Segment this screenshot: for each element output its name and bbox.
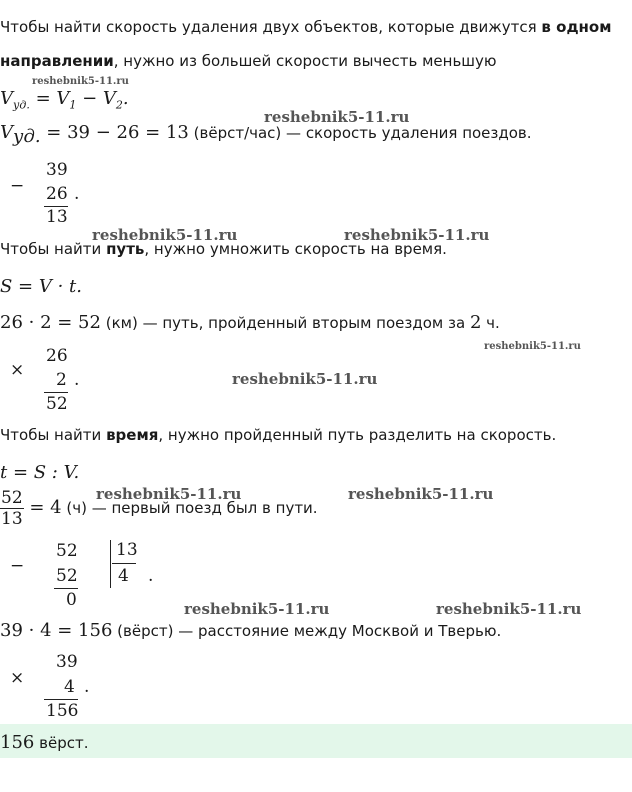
period: . <box>74 370 80 390</box>
operator: × <box>10 668 25 688</box>
minuend: 39 <box>46 160 68 180</box>
operator: − <box>10 176 25 196</box>
dividend: 52 <box>56 541 78 561</box>
paragraph-speed-rule-cont <box>0 52 497 70</box>
paragraph-speed-rule <box>0 18 612 36</box>
paragraph-time-rule: Чтобы найти время, нужно пройденный путь разделить на скорость. <box>0 426 557 444</box>
watermark: reshebnik5-11.ru <box>264 108 410 126</box>
watermark: reshebnik5-11.ru <box>232 370 378 388</box>
operator: − <box>10 556 25 576</box>
subtraction-line <box>54 588 78 589</box>
period: . <box>148 566 154 586</box>
bold-text: направлении <box>0 52 114 70</box>
paragraph-path-rule: Чтобы найти путь, нужно умножить скорость на время. <box>0 240 447 258</box>
multiplicand: 26 <box>46 346 68 366</box>
difference: 13 <box>46 207 68 227</box>
formula-path: S = V · t. <box>0 276 82 297</box>
divisor-line <box>112 563 136 564</box>
watermark: reshebnik5-11.ru <box>184 600 330 618</box>
multiplicand: 39 <box>56 652 78 672</box>
multiplier: 4 <box>64 677 75 697</box>
product: 52 <box>46 394 68 414</box>
operator: × <box>10 360 25 380</box>
formula-speed-removal: $V_{уд.} = V_1 - V_2$. <box>0 88 129 112</box>
product: 156 <box>46 701 79 721</box>
text: , нужно из большей скорости вычесть меньшую <box>113 52 497 70</box>
quotient: 4 <box>118 566 129 586</box>
watermark: reshebnik5-11.ru <box>92 226 238 244</box>
fraction: $\frac{52}{13}$ <box>1 488 23 529</box>
period: . <box>84 677 90 697</box>
result-line <box>44 392 68 393</box>
watermark: reshebnik5-11.ru <box>32 76 129 87</box>
bold-text: в одном <box>541 18 612 36</box>
answer-box <box>0 724 632 758</box>
formula-time: t = S : V. <box>0 462 80 483</box>
subtrahend: 26 <box>46 184 68 204</box>
watermark: reshebnik5-11.ru <box>484 341 581 352</box>
multiplier: 2 <box>56 370 67 390</box>
watermark: reshebnik5-11.ru <box>436 600 582 618</box>
watermark: reshebnik5-11.ru <box>344 226 490 244</box>
formula-time-calc: $\frac{52}{13}$ = 4 (ч) — первый поезд был в пути. <box>1 488 318 529</box>
subtracted: 52 <box>56 566 78 586</box>
period: . <box>74 184 80 204</box>
formula-path-calc: 26 · 2 = 52 (км) — путь, пройденный вторым поездом за 2 ч. <box>0 312 500 333</box>
result-line <box>44 699 78 700</box>
text: Чтобы найти скорость удаления двух объектов, которые движутся <box>0 18 542 36</box>
watermark: reshebnik5-11.ru <box>96 485 242 503</box>
formula-speed-calc: $V_{уд.} = 39 - 26 = 13$ (вёрст/час) — скорость удаления поездов. <box>0 122 532 147</box>
remainder: 0 <box>66 590 77 610</box>
formula-distance-calc: 39 · 4 = 156 (вёрст) — расстояние между Москвой и Тверью. <box>0 620 502 641</box>
answer-text: 156 вёрст. <box>0 732 89 753</box>
divisor: 13 <box>116 540 138 560</box>
watermark: reshebnik5-11.ru <box>348 485 494 503</box>
division-bar <box>110 540 111 588</box>
